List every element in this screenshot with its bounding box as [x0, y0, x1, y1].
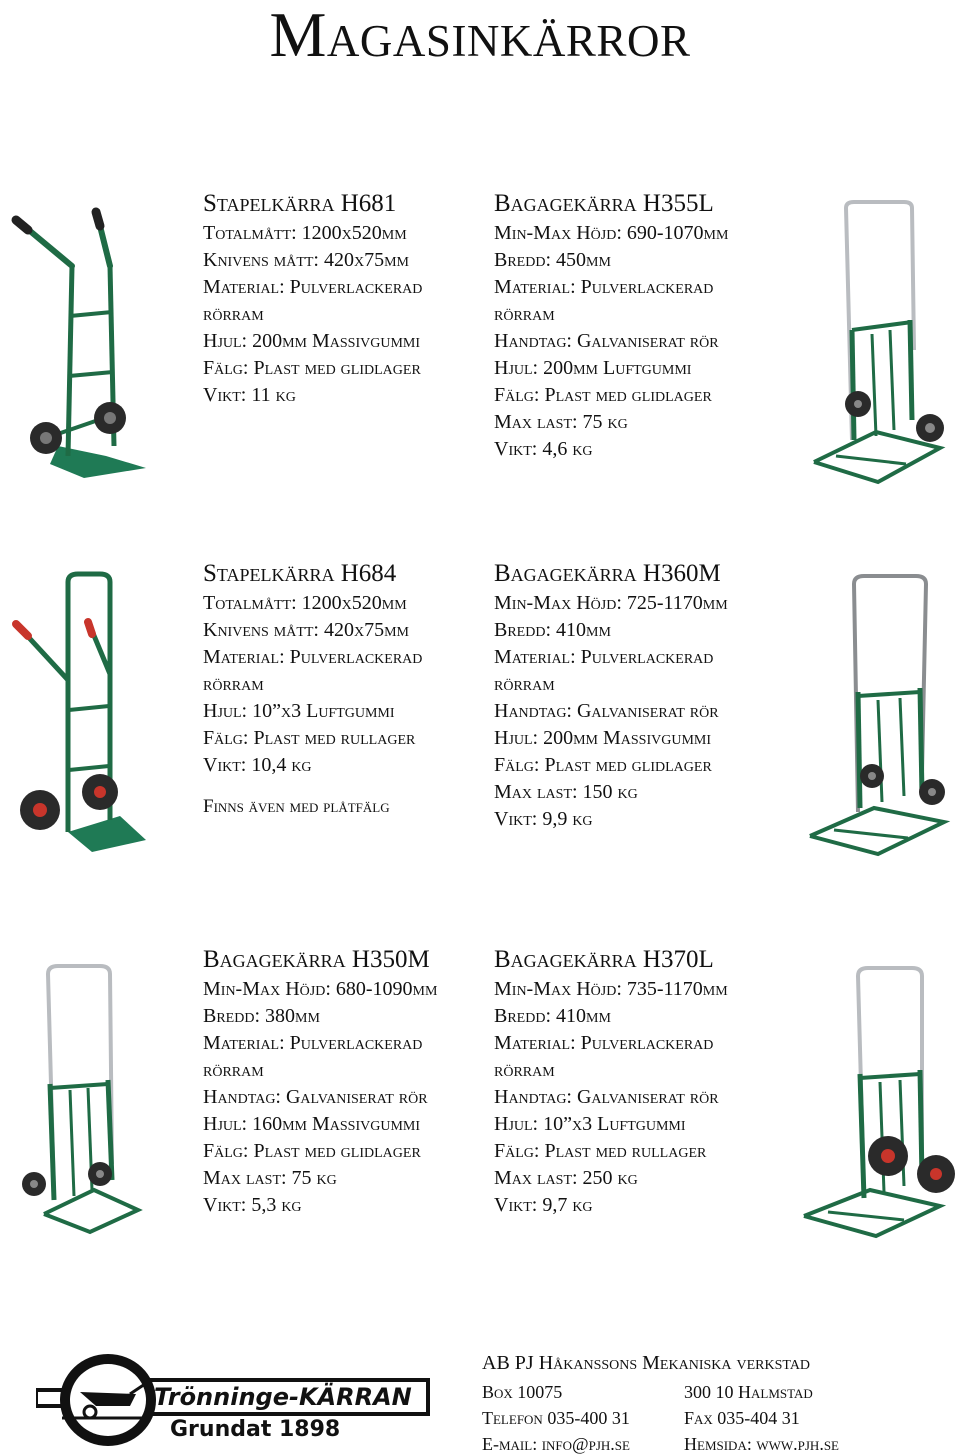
spec-line: Material: Pulverlackerad [203, 646, 423, 668]
company-fax: Fax 035-404 31 [684, 1408, 800, 1428]
spec-line: rörram [203, 1059, 264, 1081]
spec-line: Totalmått: 1200x520mm [203, 592, 407, 614]
spec-line: Fälg: Plast med rullager [494, 1140, 707, 1162]
spec-line: Fälg: Plast med glidlager [203, 357, 421, 379]
page-title: Magasinkärror [269, 0, 691, 70]
spec-line: Material: Pulverlackerad [494, 1032, 714, 1054]
product-image-h350m [14, 964, 144, 1236]
spec-line: Vikt: 9,7 kg [494, 1194, 593, 1216]
spec-line: Vikt: 11 kg [203, 384, 296, 406]
folding-trolley-illustration [800, 964, 960, 1239]
product-image-h681 [6, 206, 156, 486]
product-image-h360m [804, 572, 954, 857]
spec-line: Knivens mått: 420x75mm [203, 249, 409, 271]
product-image-h684 [12, 570, 152, 860]
product-h360m [494, 558, 728, 833]
product-image-h370l [800, 964, 960, 1239]
spec-line: Handtag: Galvaniserat rör [494, 700, 719, 722]
spec-line: Totalmått: 1200x520mm [203, 222, 407, 244]
product-name: Stapelkärra H684 [203, 560, 397, 587]
spec-line: Fälg: Plast med rullager [203, 727, 416, 749]
spec-line: rörram [494, 303, 555, 325]
product-h370l [494, 944, 728, 1219]
product-name: Stapelkärra H681 [203, 190, 397, 217]
spec-line: rörram [494, 1059, 555, 1081]
folding-trolley-illustration [806, 200, 956, 490]
spec-line: rörram [494, 673, 555, 695]
spec-line: Material: Pulverlackerad [494, 646, 714, 668]
spec-line: Min-Max Höjd: 735-1170mm [494, 978, 728, 1000]
spec-line: Vikt: 5,3 kg [203, 1194, 302, 1216]
product-h355l [494, 188, 728, 463]
spec-line: Min-Max Höjd: 725-1170mm [494, 592, 728, 614]
spec-line: Bredd: 410mm [494, 1005, 611, 1027]
product-h350m [203, 944, 437, 1219]
company-website[interactable]: Hemsida: www.pjh.se [684, 1434, 839, 1454]
spec-line: Hjul: 200mm Massivgummi [494, 727, 712, 749]
spec-line: Material: Pulverlackerad [494, 276, 714, 298]
company-name: AB PJ Håkanssons Mekaniska verkstad [482, 1352, 811, 1374]
spec-line: Max last: 250 kg [494, 1167, 638, 1189]
spec-line: Vikt: 10,4 kg [203, 754, 312, 776]
product-image-h355l [806, 200, 956, 490]
company-city: 300 10 Halmstad [684, 1382, 813, 1402]
spec-line: Max last: 150 kg [494, 781, 638, 803]
product-name: Bagagekärra H360M [494, 560, 721, 587]
spec-line: rörram [203, 303, 264, 325]
company-logo [36, 1352, 436, 1453]
logo-founded-text: Grundat 1898 [170, 1417, 341, 1442]
spec-line: Vikt: 4,6 kg [494, 438, 593, 460]
folding-trolley-illustration [804, 572, 954, 857]
product-name: Bagagekärra H370L [494, 946, 714, 973]
spec-line: Bredd: 380mm [203, 1005, 320, 1027]
spec-line: Knivens mått: 420x75mm [203, 619, 409, 641]
company-phone: Telefon 035-400 31 [482, 1408, 630, 1428]
spec-line: Material: Pulverlackerad [203, 1032, 423, 1054]
logo-brand-text: Trönninge-KÄRRAN [154, 1383, 412, 1411]
spec-line: Hjul: 10”x3 Luftgummi [494, 1113, 686, 1135]
spec-line: Handtag: Galvaniserat rör [494, 330, 719, 352]
product-h684 [203, 558, 422, 819]
hand-truck-illustration [6, 206, 156, 486]
spec-line: Vikt: 9,9 kg [494, 808, 593, 830]
spec-line: Hjul: 200mm Massivgummi [203, 330, 421, 352]
spec-line: Max last: 75 kg [203, 1167, 337, 1189]
spec-line: Fälg: Plast med glidlager [203, 1140, 421, 1162]
spec-line: Max last: 75 kg [494, 411, 628, 433]
company-box: Box 10075 [482, 1382, 563, 1402]
spec-line: Material: Pulverlackerad [203, 276, 423, 298]
product-note: Finns även med plåtfälg [203, 796, 390, 817]
spec-line: Bredd: 450mm [494, 249, 611, 271]
product-h681 [203, 188, 422, 409]
spec-line: Fälg: Plast med glidlager [494, 384, 712, 406]
spec-line: Hjul: 200mm Luftgummi [494, 357, 692, 379]
spec-line: rörram [203, 673, 264, 695]
hand-truck-illustration [12, 570, 152, 860]
product-name: Bagagekärra H355L [494, 190, 714, 217]
spec-line: Hjul: 160mm Massivgummi [203, 1113, 421, 1135]
product-name: Bagagekärra H350M [203, 946, 430, 973]
spec-line: Hjul: 10”x3 Luftgummi [203, 700, 395, 722]
spec-line: Handtag: Galvaniserat rör [494, 1086, 719, 1108]
spec-line: Min-Max Höjd: 690-1070mm [494, 222, 729, 244]
spec-line: Handtag: Galvaniserat rör [203, 1086, 428, 1108]
spec-line: Bredd: 410mm [494, 619, 611, 641]
company-email[interactable]: E-mail: info@pjh.se [482, 1434, 630, 1454]
spec-line: Min-Max Höjd: 680-1090mm [203, 978, 438, 1000]
folding-trolley-illustration [14, 964, 144, 1236]
spec-line: Fälg: Plast med glidlager [494, 754, 712, 776]
